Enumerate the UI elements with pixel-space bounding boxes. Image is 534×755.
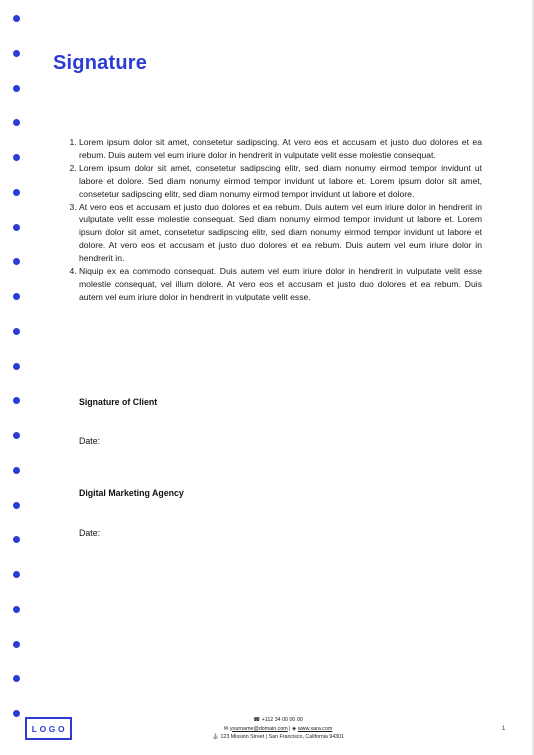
binding-dot bbox=[13, 189, 20, 196]
footer-phone-line bbox=[170, 716, 386, 725]
footer-address: 123 Mission Street | San Francisco, California 94301 bbox=[220, 734, 344, 740]
agency-signature-label: Digital Marketing Agency bbox=[79, 488, 184, 498]
binding-dot bbox=[13, 328, 20, 335]
binding-dot bbox=[13, 710, 20, 717]
footer-web-line bbox=[170, 725, 386, 734]
binding-dot bbox=[13, 154, 20, 161]
page-number: 1 bbox=[502, 726, 506, 732]
binding-dot bbox=[13, 258, 20, 265]
phone-icon: ☎ bbox=[253, 717, 261, 723]
page-title: Signature bbox=[53, 52, 148, 74]
footer-website[interactable]: www.xara.com bbox=[297, 725, 333, 732]
binding-dot bbox=[13, 675, 20, 682]
binding-dot bbox=[13, 641, 20, 648]
binding-dots bbox=[13, 0, 23, 755]
envelope-icon: ✉ bbox=[223, 725, 229, 732]
binding-dot bbox=[13, 293, 20, 300]
client-date-label: Date: bbox=[79, 436, 101, 446]
globe-icon: ◈ bbox=[292, 725, 297, 732]
binding-dot bbox=[13, 571, 20, 578]
binding-dot bbox=[13, 15, 20, 22]
home-icon: ⛪ bbox=[211, 734, 219, 740]
binding-dot bbox=[13, 50, 20, 57]
footer-address-line bbox=[170, 733, 386, 742]
terms-list bbox=[64, 136, 482, 304]
binding-dot bbox=[13, 119, 20, 126]
agency-date-label: Date: bbox=[79, 528, 101, 538]
footer-email[interactable]: yourname@domain.com bbox=[229, 725, 288, 732]
terms-item: 4. Niquip ex ea commodo consequat. Duis autem vel eum iriure dolor in hendrerit in vulputate velit esse molestie consequat, vel illum dolore. At vero eos et accusam et justo duo dolores et ea rebum. Duis autem vel eum iriure dolor in hendrerit in vulputate velit esse. bbox=[79, 265, 482, 304]
footer-separator: | bbox=[289, 725, 291, 732]
terms-item: 2. Lorem ipsum dolor sit amet, consetetur sadipscing elitr, sed diam nonumy eirmod tempor invidunt ut labore et dolore. Sed diam nonumy eirmod tempor invidunt ut labore et. Lorem ipsum dolor sit amet, consetetur sadipscing elitr, sed diam nonumy eirmod tempor invidunt ut labore et dolore. bbox=[79, 162, 482, 201]
binding-dot bbox=[13, 85, 20, 92]
binding-dot bbox=[13, 606, 20, 613]
footer-phone: +112 34 00 00 00 bbox=[261, 717, 303, 723]
binding-dot bbox=[13, 397, 20, 404]
binding-dot bbox=[13, 536, 20, 543]
binding-dot bbox=[13, 502, 20, 509]
footer-contact bbox=[170, 716, 386, 742]
binding-dot bbox=[13, 432, 20, 439]
binding-dot bbox=[13, 363, 20, 370]
binding-dot bbox=[13, 467, 20, 474]
terms-item: 3. At vero eos et accusam et justo duo dolores et ea rebum. Duis autem vel eum iriure dolor in hendrerit in vulputate velit esse molestie consequat. Sed diam nonumy eirmod tempor invidunt ut labore et. Lorem ipsum dolor sit amet, consetetur sadipscing elitr, sed diam nonumy eirmod tempor invidunt ut labore et dolore. At vero eos et accusam et justo duo dolores et ea rebum. Duis autem vel eum iriure dolor in hendrerit in. bbox=[79, 201, 482, 266]
client-signature-label: Signature of Client bbox=[79, 397, 158, 407]
logo: LOGO bbox=[25, 717, 72, 740]
terms-item: 1. Lorem ipsum dolor sit amet, consetetur sadipscing. At vero eos et accusam et justo duo dolores et ea rebum. Duis autem vel eum iriure dolor in hendrerit in vulputate velit esse molestie consequat. bbox=[79, 136, 482, 162]
binding-dot bbox=[13, 224, 20, 231]
